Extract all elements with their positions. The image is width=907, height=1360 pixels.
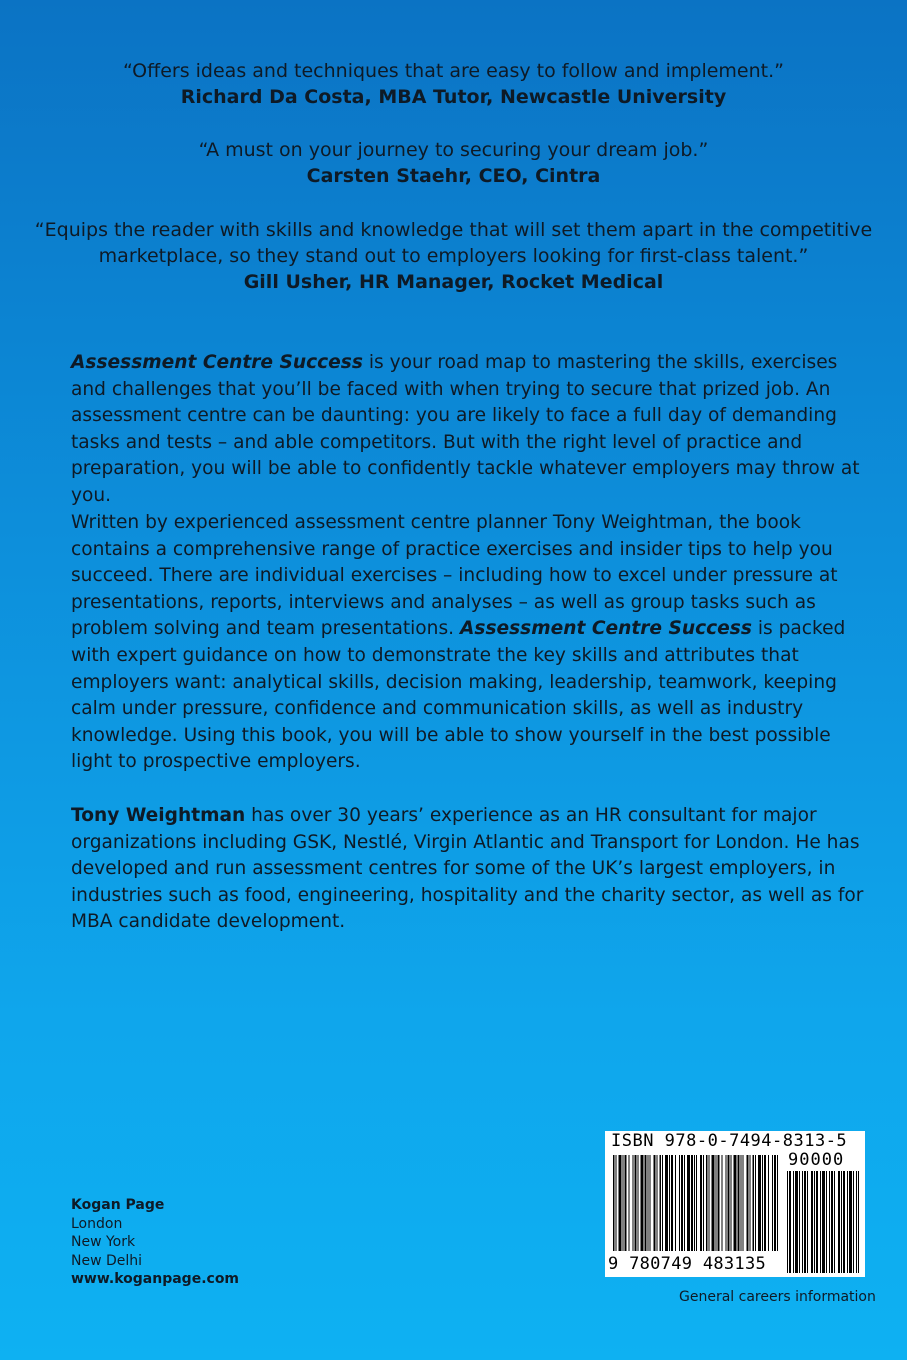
- barcode-bar: [665, 1155, 668, 1251]
- barcode-bar: [728, 1155, 730, 1251]
- barcode-bar: [856, 1171, 857, 1273]
- book-title: Assessment Centre Success: [71, 352, 363, 373]
- publisher-city: New York: [71, 1234, 136, 1250]
- barcode-bar: [635, 1155, 637, 1251]
- description-paragraph-1: [71, 350, 871, 510]
- publisher-info: [71, 1196, 239, 1289]
- barcode-bar: [858, 1171, 859, 1273]
- barcode-bar: [807, 1171, 808, 1273]
- quote-1: [0, 58, 907, 110]
- barcode-bar: [787, 1171, 788, 1273]
- barcode-bar: [638, 1155, 639, 1251]
- barcode-bar: [820, 1171, 821, 1273]
- barcode-bar: [738, 1155, 740, 1251]
- barcode-bar: [814, 1171, 815, 1273]
- barcode-bar: [772, 1155, 773, 1251]
- publisher-city: New Delhi: [71, 1252, 143, 1269]
- barcode-bar: [669, 1155, 670, 1251]
- isbn-barcode: [605, 1131, 865, 1277]
- barcode-bar: [834, 1171, 835, 1273]
- barcode-bar: [841, 1171, 842, 1273]
- barcode-bar: [662, 1155, 663, 1251]
- barcode-bar: [660, 1155, 662, 1251]
- barcode-bar: [625, 1155, 627, 1251]
- barcode-bar: [613, 1155, 615, 1251]
- barcode-bar: [681, 1155, 683, 1251]
- barcode-bar: [731, 1155, 732, 1251]
- quote-attribution: Gill Usher, HR Manager, Rocket Medical: [243, 271, 664, 293]
- barcode-bar: [843, 1171, 845, 1273]
- barcode-bar: [657, 1155, 658, 1251]
- barcode-bar: [774, 1155, 776, 1251]
- quote-text: “Offers ideas and techniques that are easy to follow and implement.”: [123, 60, 784, 82]
- quote-3: [0, 217, 907, 295]
- barcode-bar: [838, 1171, 840, 1273]
- ean-digits: 9 780749 483135: [608, 1254, 767, 1274]
- barcode-bar: [734, 1155, 737, 1251]
- description-text: is packed with expert guidance on how to demonstrate the key skills and attributes that employers want: analytical skills, decision making, leadership, teamwork, keeping calm under pressure, confidence and communication skills, as well as industry knowledge. Using this book, you will be able to show yourself in the best possible light to prospective employers.: [71, 618, 846, 773]
- barcode-bar: [802, 1171, 803, 1273]
- barcode-bar: [755, 1155, 756, 1251]
- barcode-bar: [853, 1171, 854, 1273]
- barcode-bar: [687, 1155, 690, 1251]
- barcode-bar: [816, 1171, 818, 1273]
- barcode-bar: [793, 1171, 794, 1273]
- barcode-bar: [694, 1155, 695, 1251]
- publisher-name: Kogan Page: [71, 1197, 165, 1213]
- barcode-bar: [706, 1155, 708, 1251]
- barcode-bar: [633, 1155, 634, 1251]
- quote-text: “A must on your journey to securing your dream job.”: [198, 139, 709, 161]
- barcode-bar: [804, 1171, 806, 1273]
- addon-barcode-bars: [787, 1171, 859, 1273]
- barcode-bar: [768, 1155, 769, 1251]
- barcode-bar: [619, 1155, 622, 1251]
- barcode-bar: [789, 1171, 791, 1273]
- barcode-bar: [826, 1171, 827, 1273]
- barcode-bar: [722, 1155, 723, 1251]
- barcode-bar: [777, 1155, 778, 1251]
- publisher-city: London: [71, 1215, 123, 1232]
- barcode-bar: [847, 1171, 848, 1273]
- barcode-bar: [712, 1155, 715, 1251]
- barcode-bar: [641, 1155, 644, 1251]
- barcode-bar: [648, 1155, 649, 1251]
- publisher-website: www.koganpage.com: [71, 1271, 240, 1287]
- barcode-bar: [623, 1155, 624, 1251]
- author-bio: [71, 803, 871, 936]
- barcode-bar: [675, 1155, 676, 1251]
- barcode-bar: [679, 1155, 680, 1251]
- barcode-bar: [743, 1155, 744, 1251]
- barcode-bar: [709, 1155, 710, 1251]
- book-title: Assessment Centre Success: [459, 618, 752, 640]
- quote-text-line-2: marketplace, so they stand out to employers looking for first-class talent.”: [98, 245, 809, 267]
- barcode-bar: [750, 1155, 751, 1251]
- barcode-bar: [616, 1155, 617, 1251]
- barcode-bar: [799, 1171, 800, 1273]
- barcode-bar: [726, 1155, 727, 1251]
- barcode-bar: [691, 1155, 693, 1251]
- barcode-bar: [684, 1155, 685, 1251]
- barcode-bar: [811, 1171, 813, 1273]
- barcode-bar: [822, 1171, 825, 1273]
- barcode-bar: [758, 1155, 761, 1251]
- barcode-bar: [654, 1155, 656, 1251]
- barcode-bar: [753, 1155, 755, 1251]
- description-text: is your road map to mastering the skills, exercises and challenges that you’ll be faced with when trying to secure that prized job. An assessment centre can be daunting: you are likely to face a full day of demanding tasks and tests – and able competitors. But with the right level of practice and preparation, you will be able to confidently tackle whatever employers may throw at you.: [71, 352, 860, 506]
- quote-2: [0, 137, 907, 189]
- isbn-label: ISBN 978-0-7494-8313-5: [611, 1131, 848, 1151]
- barcode-bar: [650, 1155, 651, 1251]
- category-label: General careers information: [679, 1289, 876, 1305]
- quote-attribution: Carsten Staehr, CEO, Cintra: [306, 165, 601, 187]
- barcode-bar: [716, 1155, 717, 1251]
- barcode-bar: [764, 1155, 766, 1251]
- description-paragraph-2: [71, 510, 871, 776]
- barcode-bar: [671, 1155, 673, 1251]
- author-bio-text: has over 30 years’ experience as an HR consultant for major organizations including GSK, Nestlé, Virgin Atlantic and Transport for London. He has developed and run assessment centres for some of the UK’s largest employers, in industries such as food, engineering, hospitality and the charity sector, as well as for MBA candidate development.: [71, 805, 864, 933]
- barcode-bar: [747, 1155, 749, 1251]
- quote-text-line-1: “Equips the reader with skills and knowledge that will set them apart in the competitive: [34, 219, 873, 241]
- quote-attribution: Richard Da Costa, MBA Tutor, Newcastle University: [180, 86, 727, 108]
- author-name: Tony Weightman: [71, 805, 246, 826]
- barcode-bar: [718, 1155, 720, 1251]
- barcode-bars: [613, 1155, 779, 1251]
- barcode-bar: [645, 1155, 647, 1251]
- barcode-bar: [831, 1171, 833, 1273]
- barcode-bar: [696, 1155, 697, 1251]
- barcode-bar: [700, 1155, 702, 1251]
- barcode-bar: [629, 1155, 630, 1251]
- barcode-bar: [762, 1155, 763, 1251]
- barcode-bar: [849, 1171, 852, 1273]
- price-code: 90000: [788, 1150, 845, 1170]
- barcode-bar: [829, 1171, 830, 1273]
- barcode-bar: [741, 1155, 742, 1251]
- description-text: Written by experienced assessment centre planner Tony Weightman, the book contains a comprehensive range of practice exercises and insider tips to help you succeed. There are individual exercises – including how to excel under pressure at presentations, reports, interviews and analyses – as well as group tasks such as problem solving and team presentations.: [71, 512, 838, 640]
- barcode-bar: [795, 1171, 798, 1273]
- barcode-bar: [703, 1155, 704, 1251]
